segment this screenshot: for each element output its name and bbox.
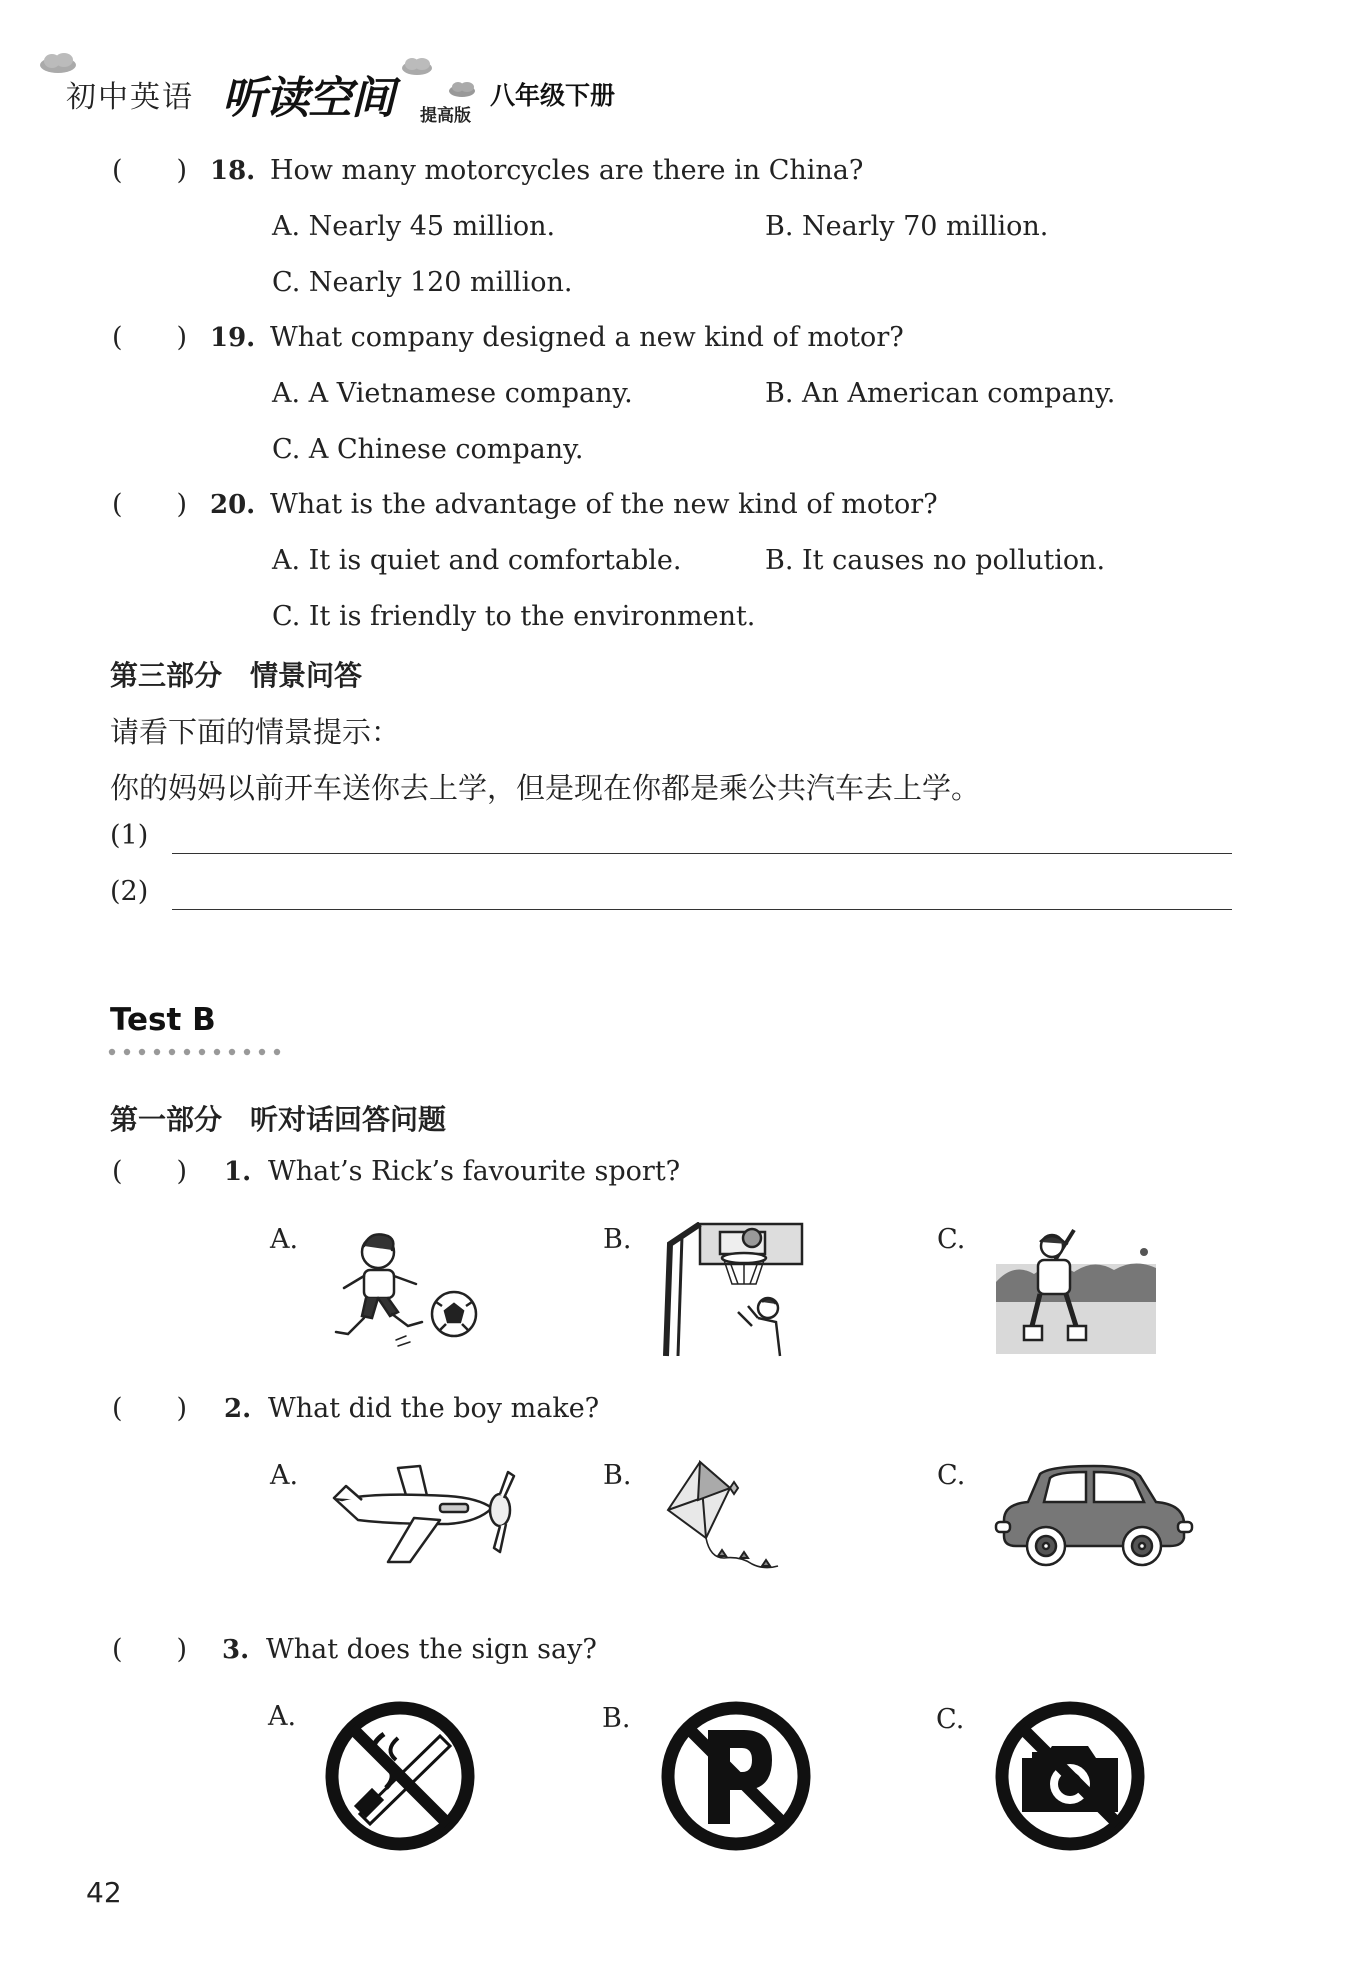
answer-blank[interactable]: ( ) — [112, 155, 188, 186]
option-a-label: A. — [270, 1224, 299, 1255]
question-number: 20. — [210, 490, 256, 520]
option-c-label: C. — [937, 1460, 966, 1491]
question-text: What is the advantage of the new kind of motor? — [270, 489, 938, 520]
car-icon[interactable] — [994, 1462, 1194, 1567]
question-text: What company designed a new kind of motor? — [270, 322, 904, 353]
cloud-decoration-icon — [447, 80, 477, 98]
answer-label: (1) — [110, 820, 149, 851]
option-c[interactable]: C. It is friendly to the environment. — [272, 601, 756, 632]
option-b[interactable]: B. Nearly 70 million. — [765, 211, 1049, 242]
scenario-text: 你的妈妈以前开车送你去上学，但是现在你都是乘公共汽车去上学。 — [110, 771, 981, 805]
answer-blank[interactable]: ( ) — [112, 1393, 188, 1424]
kite-icon[interactable] — [660, 1458, 790, 1578]
question-number: 19. — [210, 323, 256, 353]
answer-label: (2) — [110, 876, 149, 907]
airplane-icon[interactable] — [328, 1458, 518, 1568]
option-b[interactable]: B. An American company. — [765, 378, 1116, 409]
no-smoking-sign-icon[interactable] — [324, 1700, 476, 1852]
page-number: 42 — [86, 1876, 122, 1909]
question-number: 2. — [224, 1394, 252, 1424]
question-number: 1. — [224, 1157, 252, 1187]
option-c-label: C. — [936, 1704, 965, 1735]
question-text: What did the boy make? — [268, 1393, 600, 1424]
answer-blank[interactable]: ( ) — [112, 322, 188, 353]
answer-blank[interactable]: ( ) — [112, 1634, 188, 1665]
question-number: 3. — [222, 1635, 250, 1665]
prompt-label: 请看下面的情景提示： — [110, 715, 401, 749]
option-b[interactable]: B. It causes no pollution. — [765, 545, 1106, 576]
grade-label: 八年级下册 — [490, 81, 616, 110]
option-a[interactable]: A. Nearly 45 million. — [272, 211, 556, 242]
soccer-player-icon[interactable] — [326, 1222, 486, 1357]
answer-blank[interactable]: ( ) — [112, 1156, 188, 1187]
answer-line-1[interactable] — [172, 853, 1232, 854]
question-text: What does the sign say? — [266, 1634, 597, 1665]
cloud-decoration-icon — [400, 56, 434, 76]
option-a[interactable]: A. It is quiet and comfortable. — [272, 545, 682, 576]
series-brand: 听读空间 — [222, 73, 394, 124]
edition-label: 提高版 — [420, 106, 471, 126]
option-c[interactable]: C. Nearly 120 million. — [272, 267, 573, 298]
answer-blank[interactable]: ( ) — [112, 489, 188, 520]
no-photography-sign-icon[interactable] — [994, 1700, 1146, 1852]
dotted-divider-icon — [108, 1047, 290, 1057]
answer-line-2[interactable] — [172, 909, 1232, 910]
option-c-label: C. — [937, 1224, 966, 1255]
option-a-label: A. — [268, 1701, 297, 1732]
no-parking-sign-icon[interactable] — [660, 1700, 812, 1852]
option-b-label: B. — [603, 1224, 632, 1255]
option-a-label: A. — [270, 1460, 299, 1491]
question-text: How many motorcycles are there in China? — [270, 155, 864, 186]
option-b-label: B. — [603, 1460, 632, 1491]
option-a[interactable]: A. A Vietnamese company. — [272, 378, 633, 409]
baseball-batter-icon[interactable] — [994, 1222, 1164, 1357]
option-b-label: B. — [602, 1703, 631, 1734]
question-text: What’s Rick’s favourite sport? — [268, 1156, 681, 1187]
section-title: 第三部分 情景问答 — [110, 659, 363, 692]
series-prefix: 初中英语 — [66, 80, 194, 115]
basketball-hoop-icon[interactable] — [660, 1222, 805, 1357]
test-b-title: Test B — [110, 1002, 216, 1038]
cloud-decoration-icon — [38, 52, 78, 74]
option-c[interactable]: C. A Chinese company. — [272, 434, 584, 465]
section-title: 第一部分 听对话回答问题 — [110, 1103, 447, 1136]
question-number: 18. — [210, 156, 256, 186]
